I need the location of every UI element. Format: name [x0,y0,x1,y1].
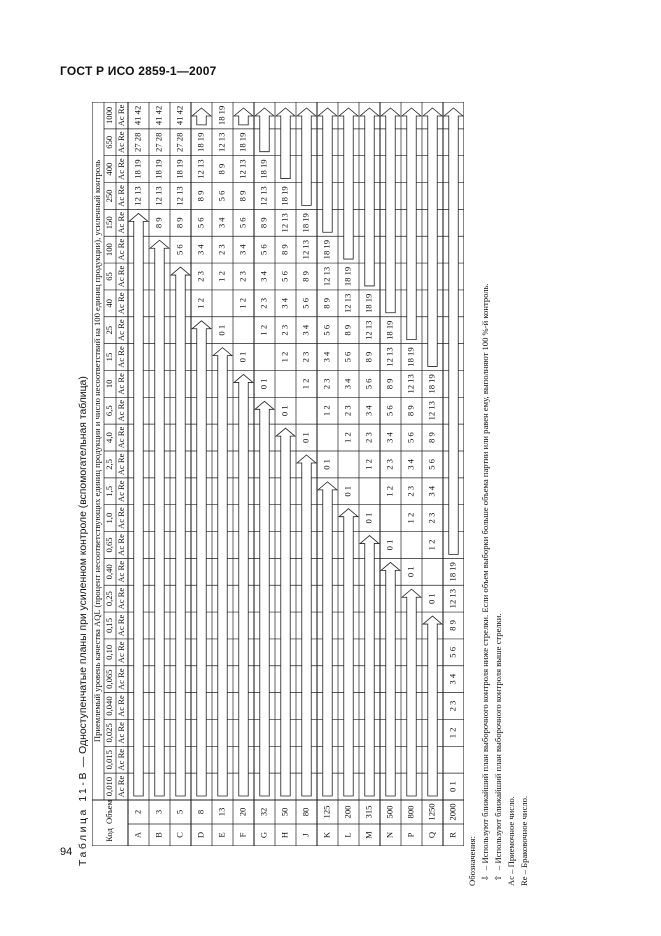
cell-value: 41 42 [174,105,185,126]
cell-value: 3 4 [426,485,437,497]
row-size: 32 [258,807,269,817]
cell-value: 8 9 [447,620,458,631]
arrow-up-icon [360,108,379,286]
aql-header: 0,015 [103,750,114,770]
cell-value: 0 1 [279,405,290,417]
cell-value: 18 19 [237,132,248,152]
cell-value: 1 2 [258,324,269,336]
aql-header: 1,5 [103,485,114,497]
acre-header: Ac Re [115,238,126,261]
cell-value: 5 6 [237,217,248,229]
legend-up-text: – Используют ближайший план выборочного контроля выше стрелки. [493,613,503,870]
cell-value: 12 13 [405,374,416,394]
legend-notes [466,283,531,886]
acre-header: Ac Re [115,587,126,610]
aql-header: 4,0 [103,432,114,443]
row-size: 5 [174,809,185,815]
row-size: 3 [153,809,164,815]
cell-value: 8 9 [405,405,416,417]
aql-header: 25 [103,325,114,335]
aql-header: 65 [103,272,114,281]
acre-header: Ac Re [115,158,126,180]
cell-value: 3 4 [405,459,416,470]
cell-value: 2 3 [258,297,269,309]
aql-header: 0,040 [103,696,114,716]
row-size: 50 [279,807,290,817]
cell-value: 2 3 [384,459,395,470]
cell-value: 12 13 [342,293,353,314]
aql-header: 400 [103,162,114,176]
page-number: 94 [60,846,73,858]
cell-value: 18 19 [384,320,395,340]
arrow-up-icon [276,108,295,179]
aql-header: 100 [103,243,114,257]
cell-value: 5 6 [447,646,458,658]
cell-value: 5 6 [300,297,311,309]
cell-value: 3 4 [279,297,290,309]
cell-value: 41 42 [132,105,143,126]
acre-header: Ac Re [115,614,126,637]
acre-header: Ac Re [115,453,126,476]
arrow-up-icon [381,108,400,313]
aql-header: 0,40 [103,564,114,580]
cell-value: 8 9 [258,217,269,229]
cell-value: 0 1 [300,432,311,443]
code-header: Код [103,828,114,842]
arrow-down-icon [213,348,232,796]
row-code: C [174,832,185,838]
acre-header: Ac Re [115,748,126,771]
cell-value: 27 28 [132,132,143,152]
row-code: H [279,831,290,839]
arrow-down-icon [339,509,358,796]
cell-value: 18 19 [195,132,206,152]
cell-value: 2 3 [216,244,227,256]
cell-value: 3 4 [300,324,311,336]
acre-header: Ac Re [115,265,126,288]
cell-value: 2 3 [300,351,311,363]
cell-value: 2 3 [237,271,248,282]
cell-value: 8 9 [195,190,206,202]
cell-value: 18 19 [405,347,416,367]
row-size: 2000 [447,803,458,821]
aql-header: 0,25 [103,591,114,607]
row-code: L [342,832,353,838]
arrow-up-icon [423,108,442,366]
cell-value: 5 6 [216,190,227,202]
row-size: 8 [195,809,206,815]
cell-value: 0 1 [405,566,416,578]
aql-header: 40 [103,299,114,308]
cell-value: 5 6 [258,244,269,256]
aql-header: 0,025 [103,723,114,743]
cell-value: 18 19 [279,186,290,206]
cell-value: 2 3 [447,700,458,712]
row-size: 500 [384,805,395,819]
acre-header: Ac Re [115,560,126,583]
cell-value: 18 19 [300,213,311,233]
cell-value: 1 2 [447,727,458,739]
cell-value: 1 2 [384,485,395,497]
acre-header: Ac Re [115,346,126,368]
aql-header: 0,010 [103,776,114,797]
cell-value: 0 1 [216,324,227,336]
cell-value: 5 6 [174,244,185,256]
cell-value: 3 4 [363,405,374,417]
aql-header: 0,65 [103,537,114,553]
acre-header: Ac Re [115,722,126,744]
cell-value: 5 6 [342,351,353,363]
cell-value: 27 28 [174,132,185,152]
aql-header: 6,5 [103,405,114,417]
cell-value: 3 4 [195,244,206,256]
cell-value: 12 13 [426,401,437,421]
cell-value: 18 19 [321,239,332,260]
cell-value: 0 1 [426,593,437,605]
arrow-down-icon [150,240,169,796]
size-header: Объем [103,799,114,825]
arrow-down-icon: ⇩ [480,874,490,882]
aql-header: 0,10 [103,644,114,660]
cell-value: 8 9 [321,297,332,309]
cell-value: 12 13 [153,186,164,206]
cell-value: 3 4 [237,244,248,256]
acre-header: Ac Re [115,185,126,207]
row-code: E [216,832,227,838]
aql-header: 0,065 [103,669,114,689]
cell-value: 18 19 [132,159,143,179]
cell-value: 1 2 [342,432,353,443]
row-size: 20 [237,807,248,817]
arrow-up-icon: ⇧ [493,874,503,882]
aql-title: Приемлемый уровень качества AQL (процент несоответствующих единиц продукции и число несоответствий на 100 единиц продукции), усиленный контроль [92,159,102,743]
row-size: 315 [363,805,374,819]
cell-value: 2 3 [279,324,290,336]
arrow-down-icon [297,455,316,796]
row-code: G [258,831,269,839]
aql-header: 250 [103,189,114,203]
cell-value: 12 13 [384,347,395,367]
row-code: P [405,832,416,838]
cell-value: 8 9 [426,432,437,443]
cell-value: 5 6 [363,378,374,390]
cell-value: 2 3 [321,378,332,390]
acre-header: Ac Re [115,534,126,556]
aql-header: 0,15 [103,617,114,634]
row-code: D [195,831,206,839]
cell-value: 5 6 [405,432,416,443]
cell-value: 3 4 [384,432,395,443]
arrow-down-icon [423,616,442,796]
cell-value: 18 19 [363,293,374,314]
aql-header: 15 [103,352,114,362]
cell-value: 12 13 [300,239,311,260]
cell-value: 5 6 [384,405,395,417]
cell-value: 12 13 [237,159,248,179]
row-code: R [447,832,458,838]
arrow-up-icon [402,108,421,340]
document-header: ГОСТ Р ИСО 2859-1—2007 [60,64,217,78]
cell-value: 0 1 [342,485,353,497]
cell-value: 12 13 [132,186,143,206]
acre-header: Ac Re [115,668,126,691]
row-size: 1250 [426,803,437,821]
legend-re: Re – Браковочное число. [519,795,529,886]
acre-header: Ac Re [115,695,126,717]
cell-value: 8 9 [237,190,248,202]
caption-lead: Таблица 11-В [78,769,89,866]
acre-header: Ac Re [115,292,126,315]
cell-value: 0 1 [237,351,248,363]
cell-value: 2 3 [363,432,374,443]
cell-value: 3 4 [447,673,458,685]
row-code: K [321,831,332,839]
cell-value: 12 13 [174,186,185,206]
aql-header: 150 [103,216,114,230]
cell-value: 0 1 [321,459,332,470]
cell-value: 18 19 [216,105,227,126]
cell-value: 1 2 [300,378,311,390]
legend-title: Обозначения: [467,835,477,886]
cell-value: 8 9 [342,324,353,336]
arrow-up-icon [255,108,274,152]
cell-value: 8 9 [384,378,395,390]
acre-header: Ac Re [115,211,126,234]
cell-value: 0 1 [363,512,374,524]
cell-value: 12 13 [258,186,269,206]
sampling-table [92,102,464,846]
cell-value: 12 13 [363,320,374,340]
acre-header: Ac Re [115,775,126,798]
cell-value: 2 3 [342,405,353,417]
cell-value: 2 3 [195,271,206,282]
cell-value: 3 4 [258,271,269,282]
aql-header: 1000 [103,106,114,125]
cell-value: 2 3 [426,512,437,524]
cell-value: 1 2 [363,459,374,470]
cell-value: 12 13 [321,266,332,287]
aql-header: 1,0 [103,512,114,524]
cell-value: 8 9 [216,163,227,175]
cell-value: 5 6 [426,459,437,470]
row-code: M [363,831,374,839]
cell-value: 18 19 [426,374,437,394]
cell-value: 5 6 [195,217,206,229]
cell-value: 0 1 [258,378,269,390]
cell-value: 8 9 [174,217,185,229]
cell-value: 18 19 [153,159,164,179]
arrow-up-icon [444,108,463,554]
acre-header: Ac Re [115,131,126,154]
cell-value: 8 9 [300,271,311,282]
cell-value: 2 3 [405,485,416,497]
cell-value: 3 4 [321,351,332,363]
cell-value: 41 42 [153,105,164,126]
acre-header: Ac Re [115,507,126,529]
arrow-up-icon [234,108,253,125]
aql-header: 2,5 [103,459,114,470]
aql-header: 650 [103,135,114,149]
cell-value: 0 1 [447,781,458,792]
acre-header: Ac Re [115,104,126,127]
cell-value: 3 4 [342,378,353,390]
row-size: 13 [216,807,227,817]
cell-value: 18 19 [174,159,185,179]
arrow-up-icon [297,108,316,205]
row-size: 125 [321,805,332,819]
cell-value: 0 1 [384,539,395,551]
row-code: F [237,832,248,838]
cell-value: 18 19 [258,159,269,179]
row-size: 2 [132,809,143,815]
acre-header: Ac Re [115,641,126,664]
table-caption [78,96,89,866]
row-size: 200 [342,805,353,819]
cell-value: 1 2 [195,297,206,309]
cell-value: 12 13 [195,159,206,179]
cell-value: 3 4 [216,217,227,229]
arrow-down-icon [381,562,400,796]
row-code: N [384,831,395,839]
cell-value: 1 2 [405,512,416,524]
aql-header: 10 [103,379,114,389]
legend-down-text: – Используют ближайший план выборочного контроля ниже стрелки. Если объем выборки больше объема партии или равен ему, выполняют 100 %-й контроль. [480,283,490,870]
acre-header: Ac Re [115,480,126,503]
acre-header: Ac Re [115,373,126,395]
cell-value: 8 9 [153,217,164,229]
cell-value: 5 6 [279,271,290,282]
row-code: Q [426,831,437,839]
row-code: J [300,833,311,837]
cell-value: 1 2 [426,539,437,551]
cell-value: 12 13 [279,213,290,233]
cell-value: 1 2 [321,405,332,417]
legend-ac: Ac – Приемочное число. [506,796,516,886]
cell-value: 27 28 [153,132,164,152]
row-code: A [132,831,143,839]
row-code: B [153,832,164,838]
arrow-up-icon [192,108,211,125]
cell-value: 1 2 [237,297,248,309]
cell-value: 12 13 [216,132,227,152]
row-size: 80 [300,807,311,817]
cell-value: 8 9 [279,244,290,256]
cell-value: 8 9 [363,351,374,363]
arrow-up-icon [318,108,337,232]
caption-rest: — Одноступенчатые планы при усиленном контроле (вспомогательная таблица) [78,376,89,770]
row-size: 800 [405,805,416,819]
cell-value: 12 13 [447,588,458,609]
cell-value: 1 2 [279,351,290,363]
acre-header: Ac Re [115,319,126,342]
cell-value: 18 19 [342,266,353,287]
cell-value: 18 19 [447,562,458,582]
acre-header: Ac Re [115,426,126,449]
cell-value: 1 2 [216,271,227,282]
acre-header: Ac Re [115,399,126,422]
cell-value: 5 6 [321,324,332,336]
arrow-down-icon [255,401,274,796]
